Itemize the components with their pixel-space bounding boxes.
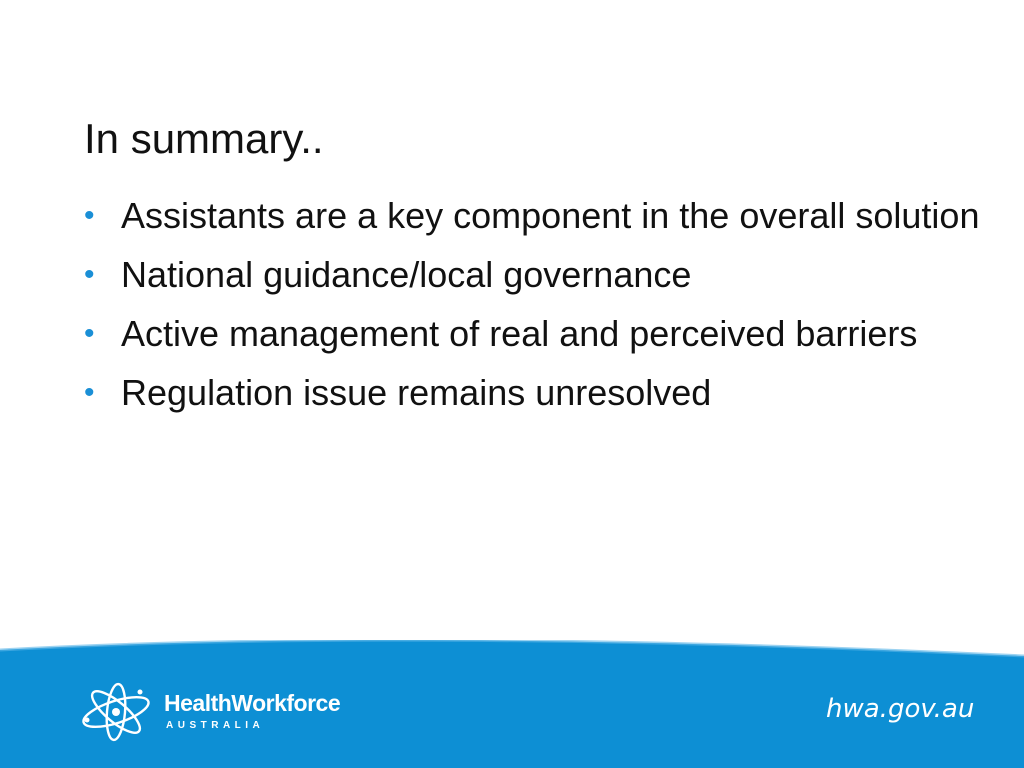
bullet-item xyxy=(84,369,984,416)
bullet-text: National guidance/local governance xyxy=(121,254,692,295)
bullet-icon: • xyxy=(84,258,95,291)
logo-name: HealthWorkforce xyxy=(164,690,341,716)
bullet-icon: • xyxy=(84,199,95,232)
bullet-list xyxy=(84,192,984,428)
footer-band xyxy=(0,640,1024,768)
bullet-text: Regulation issue remains unresolved xyxy=(121,372,712,413)
bullet-item xyxy=(84,192,984,239)
site-url[interactable]: hwa.gov.au xyxy=(826,694,975,724)
bullet-item xyxy=(84,251,984,298)
healthworkforce-logo[interactable] xyxy=(78,680,368,744)
logo-subtitle: AUSTRALIA xyxy=(166,720,265,731)
bullet-icon: • xyxy=(84,317,95,350)
bullet-item xyxy=(84,310,984,357)
bullet-icon: • xyxy=(84,376,95,409)
bullet-text: Assistants are a key component in the overall solution xyxy=(121,195,980,236)
atom-logo-icon xyxy=(78,680,158,744)
slide-title: In summary.. xyxy=(84,115,324,162)
bullet-text: Active management of real and perceived barriers xyxy=(121,313,918,354)
